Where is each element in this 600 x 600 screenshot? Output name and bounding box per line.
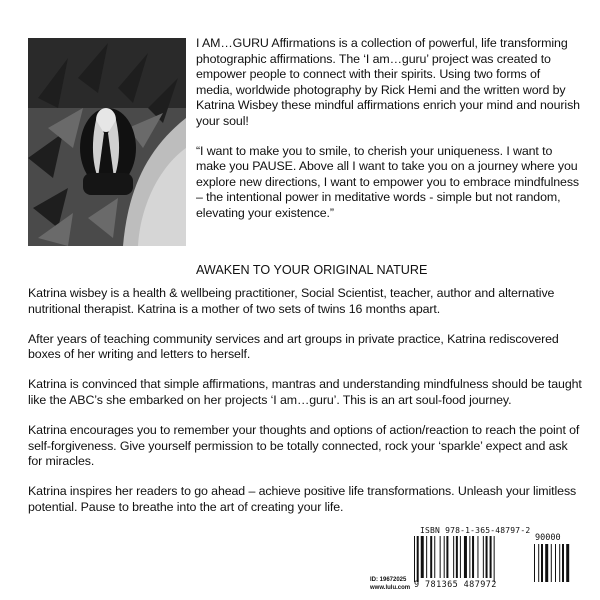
barcode-bar [414, 536, 415, 582]
price-code: 90000 [535, 533, 561, 543]
barcode-bar [477, 536, 478, 578]
barcode-addon-bar [566, 544, 569, 582]
barcode-addon-bar [551, 544, 552, 582]
barcode-bar [486, 536, 488, 578]
author-quote: “I want to make you to smile, to cherish your uniqueness. I want to make you PAUSE. Above all I want to take you on a journey where you explore new directions, I want to empower you to embrace mindfulness – the intentional power in meditative words - simple but not random, elevating your existence.” [196, 143, 580, 220]
barcode-bar [446, 536, 448, 578]
section-heading: AWAKEN TO YOUR ORIGINAL NATURE [196, 263, 428, 277]
bio-paragraph: Katrina wisbey is a health & wellbeing practitioner, Social Scientist, teacher, author and alternative nutritional therapist. Katrina is a mother of two sets of twins 16 months apart. [28, 286, 555, 316]
publisher-site: www.lulu.com [370, 585, 411, 591]
barcode-addon-bar [562, 544, 564, 582]
barcode [412, 526, 584, 592]
bio-paragraph: Katrina encourages you to remember your thoughts and options of action/reaction to reach the point of self-forgiveness. Give yourself permission to be totally connected, rock your ‘sparkle’ expect and ask for miracles. [28, 423, 580, 469]
barcode-bar [440, 536, 441, 578]
barcode-bar [456, 536, 458, 578]
barcode-addon-bar [545, 544, 548, 582]
bio-paragraph: After years of teaching community services and art groups in private practice, Katrina rediscovered boxes of her writing and letters to herself. [28, 331, 559, 362]
author-bio [28, 286, 584, 530]
barcode-bar [444, 536, 445, 578]
barcode-bar [460, 536, 461, 578]
barcode-bar [421, 536, 424, 578]
barcode-bar [472, 536, 474, 578]
intro-paragraph: I AM…GURU Affirmations is a collection of powerful, life transforming photographic affirmations. The ‘I am…guru’ project was created to empower people to connect with their spirits. Using two forms of media, worldwide photography by Rick Hemi and the written word by Katrina Wisbey these mindful affirmations enrich your mind and nourish your soul! [196, 36, 580, 128]
publisher-info [370, 576, 410, 592]
barcode-bars [412, 536, 584, 582]
barcode-addon-bar [534, 544, 535, 582]
barcode-bar [464, 536, 467, 578]
barcode-addon-bar [559, 544, 560, 582]
barcode-bar [469, 536, 470, 578]
isbn-label: ISBN 978-1-365-48797-2 [420, 526, 531, 535]
author-photo [28, 38, 186, 246]
barcode-bar [494, 536, 495, 582]
publisher-id: ID: 19672025 [370, 577, 407, 583]
barcode-addon-bar [555, 544, 556, 582]
barcode-bar [483, 536, 484, 578]
barcode-bar [426, 536, 427, 578]
bio-paragraph: Katrina inspires her readers to go ahead – achieve positive life transformations. Unleash your limitless potential. Pause to breathe into the art of creating your life. [28, 484, 577, 514]
barcode-addon-bar [538, 544, 539, 582]
barcode-bar [490, 536, 492, 578]
barcode-bar [453, 536, 454, 578]
barcode-bar [417, 536, 419, 582]
ean-digits: 9 781365 487972 [414, 580, 497, 590]
bio-paragraph: Katrina is convinced that simple affirmations, mantras and understanding mindfulness should be taught like the ABC’s she embarked on her projects ‘I am…guru’. This is an art soul-food journey. [28, 377, 582, 407]
intro-text [196, 36, 580, 236]
barcode-addon-bar [541, 544, 543, 582]
barcode-bar [430, 536, 432, 578]
barcode-bar [434, 536, 435, 578]
